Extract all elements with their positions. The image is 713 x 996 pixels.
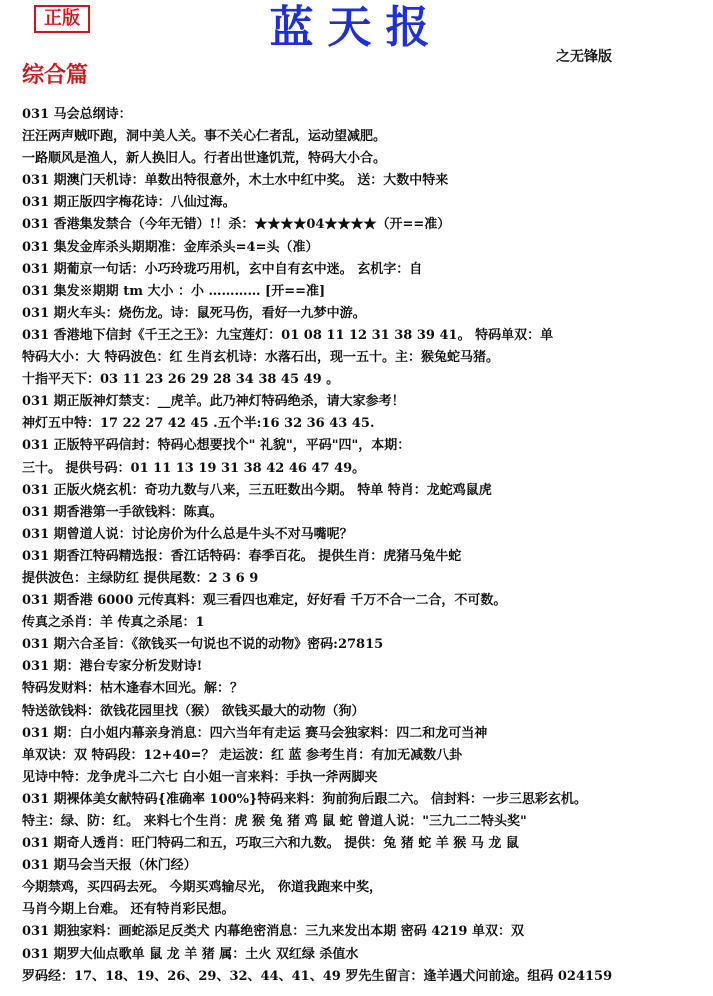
text-line: 特码发财料：枯木逢春木回光。解：？ bbox=[22, 681, 244, 697]
text-line: 031 期六合圣旨：《欲钱买一句说也不说的动物》密码:27815 bbox=[22, 637, 384, 653]
edition-label: 之无锋版 bbox=[556, 49, 612, 65]
text-line: 031 香港地下信封《千王之王》：九宝莲灯：01 08 11 12 31 38 39 41。 特码单双：单 bbox=[22, 327, 554, 343]
section-heading: 综合篇 bbox=[22, 62, 89, 88]
text-line: 031 集发金库杀头期期准：金库杀头=4=头（准） bbox=[22, 239, 319, 255]
text-line: 031 马会总纲诗： bbox=[22, 107, 132, 122]
text-line: 特码大小：大 特码波色：红 生肖玄机诗：水落石出，现一五十。主：猴兔蛇马猪。 bbox=[22, 350, 500, 366]
text-line: 031 期葡京一句话：小巧玲珑巧用机，玄中自有玄中迷。 玄机字：自 bbox=[22, 261, 423, 277]
text-line: 单双诀：双 特码段：12+40=？ 走运波：红 蓝 参考生肖：有加无减数八卦 bbox=[22, 747, 463, 763]
text-line: 031 期罗大仙点歌单 鼠 龙 羊 猪 属：土火 双红绿 杀值水 bbox=[22, 946, 359, 962]
text-line: 031 集发※期期 tm 大小 ：小 ………… [开==准] bbox=[22, 283, 326, 299]
page-title: 蓝天报 bbox=[269, 2, 444, 53]
text-line: 汪汪两声贼吓跑，洞中美人关。事不关心仁者乱，运动望减肥。 bbox=[22, 129, 387, 145]
text-line: 031 期独家料：画蛇添足反类犬 内幕绝密消息：三九来发出本期 密码 4219 单双：双 bbox=[22, 924, 524, 940]
text-line: 提供波色：主绿防红 提供尾数：2 3 6 9 bbox=[22, 570, 259, 586]
text-line: 特主：绿、防：红。 来料七个生肖：虎 猴 兔 猪 鸡 鼠 蛇 曾道人说："三九二二特头奖" bbox=[22, 814, 527, 829]
text-line: 031 期：港台专家分析发财诗! bbox=[22, 659, 203, 675]
text-line: 神灯五中特：17 22 27 42 45 .五个半:16 32 36 43 45. bbox=[22, 416, 375, 432]
text-line: 031 期裸体美女献特码{准确率 100%}特码来料：狗前狗后跟二六。 信封料：一步三思彩玄机。 bbox=[22, 791, 587, 807]
text-line: 031 正版火烧玄机：奇功九数与八来，三五旺数出今期。 特单 特肖：龙蛇鸡鼠虎 bbox=[22, 482, 492, 498]
text-line: 031 期曾道人说：讨论房价为什么总是牛头不对马嘴呢？ bbox=[22, 526, 353, 542]
text-line: 031 正版特平码信封：特码心想要找个" 礼貌"，平码"四"，本期： bbox=[22, 438, 411, 454]
text-line: 031 期：白小姐内幕亲身消息：四六当年有走运 赛马会独家料：四二和龙可当神 bbox=[22, 725, 488, 741]
text-line: 031 期澳门天机诗：单数出特很意外，木土水中红中奖。 送：大数中特来 bbox=[22, 173, 449, 189]
text-line: 今期禁鸡，买四码去死。 今期买鸡输尽光， 你道我跑来中奖， bbox=[22, 880, 383, 896]
text-line: 十指平天下：03 11 23 26 29 28 34 38 45 49 。 bbox=[22, 372, 340, 388]
text-line: 罗码经：17、18、19、26、29、32、44、41、49 罗先生留言：逢羊遇犬问前途。组码 024159 bbox=[22, 968, 613, 984]
text-line: 031 期香港第一手欲钱料：陈真。 bbox=[22, 504, 223, 520]
text-line: 031 香港集发禁合（今年无错）!！杀：★★★★04★★★★（开==准） bbox=[22, 217, 451, 233]
text-line: 见诗中特：龙争虎斗二六七 白小姐一言来料：手执一斧两脚夹 bbox=[22, 769, 378, 785]
text-line: 031 期马会当天报（休门经） bbox=[22, 858, 197, 874]
text-line: 031 期香港 6000 元传真料：观三看四也难定，好好看 千万不合一二合，不可数。 bbox=[22, 593, 507, 609]
text-line: 马肖今期上台难。 还有特肖彩民想。 bbox=[22, 902, 235, 918]
article-body bbox=[22, 104, 708, 988]
text-line: 特送欲钱料：欲钱花园里找（猴） 欲钱买最大的动物（狗） bbox=[22, 703, 365, 719]
text-line: 031 期火车头：烧伤龙。诗：鼠死马伤，看好一九梦中游。 bbox=[22, 305, 366, 321]
text-line: 031 期香江特码精选报：香江话特码：春季百花。 提供生肖：虎猪马兔牛蛇 bbox=[22, 548, 462, 564]
text-line: 031 期正版神灯禁支：__虎羊。此乃神灯特码绝杀，请大家参考！ bbox=[22, 394, 405, 410]
text-line: 一路顺风是渔人，新人换旧人。行者出世逢饥荒，特码大小合。 bbox=[22, 151, 387, 167]
text-line: 三十。 提供号码：01 11 13 19 31 38 42 46 47 49。 bbox=[22, 460, 366, 476]
text-line: 传真之杀肖：羊 传真之杀尾：1 bbox=[22, 615, 205, 631]
authentic-badge: 正版 bbox=[34, 5, 90, 33]
text-line: 031 期正版四字梅花诗：八仙过海。 bbox=[22, 195, 236, 211]
text-line: 031 期奇人透肖：旺门特码二和五，巧取三六和九数。 提供：兔 猪 蛇 羊 猴 马 龙 鼠 bbox=[22, 836, 519, 852]
